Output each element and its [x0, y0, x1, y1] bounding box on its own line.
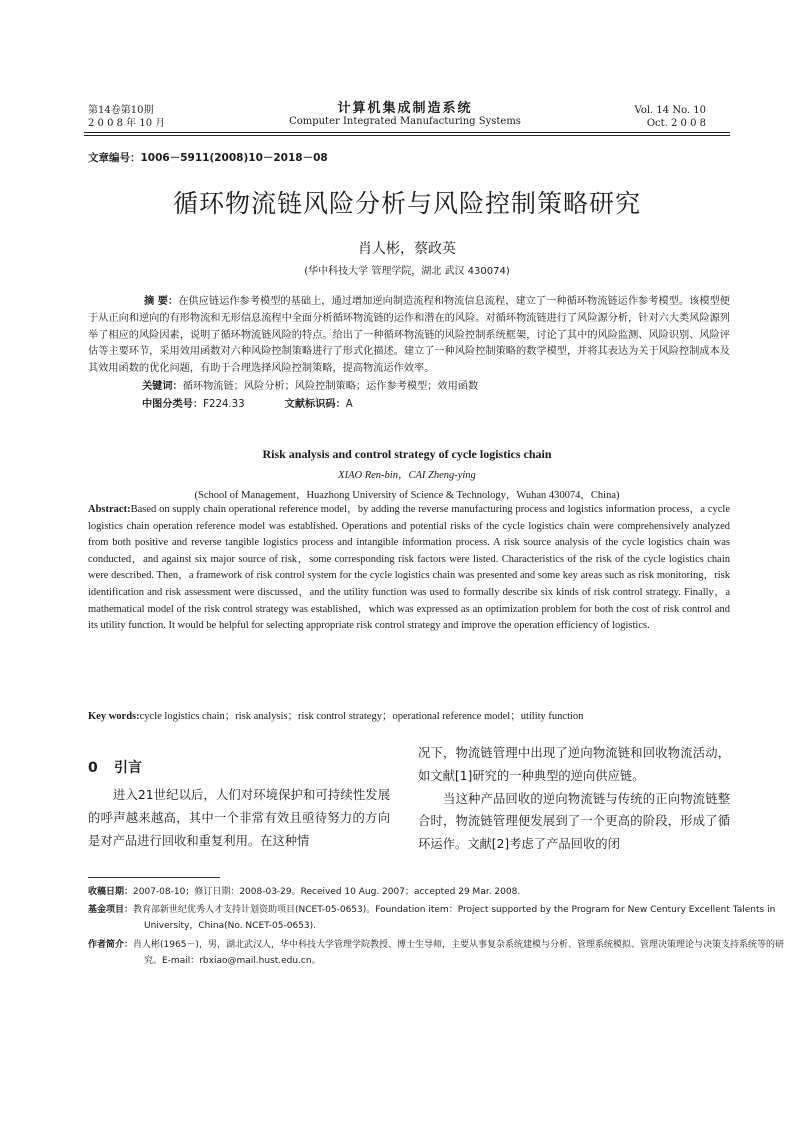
volume-issue-cn: 第14卷第10期 — [88, 105, 154, 116]
affiliation-en: (School of Management，Huazhong University of Science & Technology，Wuhan 430074，China) — [194, 490, 620, 501]
section-heading — [88, 757, 142, 777]
body-column-right — [418, 742, 730, 856]
article-number: 文章编号：1006－5911(2008)10－2018－08 — [88, 152, 328, 164]
paper-title-en: Risk analysis and control strategy of cycle logistics chain — [262, 447, 552, 461]
header-volume-cn — [88, 104, 165, 130]
section-number: 0 — [88, 760, 98, 776]
affiliation-cn: (华中科技大学 管理学院，湖北 武汉 430074) — [304, 266, 510, 277]
doc-code-value: A — [345, 399, 353, 410]
footnote-funding — [88, 902, 786, 934]
footnote-rule — [88, 877, 220, 878]
footnote-author-label: 作者简介： — [88, 940, 134, 950]
header-rule-top — [84, 132, 730, 133]
date-cn: 2 0 0 8 年 10 月 — [88, 118, 166, 129]
abstract-en-text: Based on supply chain operational reference model，by adding the reverse manufacturing process and logistics information process，a cycle logistics chain operation reference model was established. Operations and potential risks of the cycle logistics chain were comprehensively analyzed from both positive and reverse tangible logistics process and intangible information process. A risk source analysis of the cycle logistics chain was conducted，and against six major source of risk，some corresponding risk factors were listed. Characteristics of the risk of the cycle logistics chain were described. Then，a framework of risk control system for the cycle logistics chain was presented and some key areas such as risk monitoring，risk identification and risk assessment were discussed，and the utility function was used to formally describe six kinds of risk control strategy. Finally，a mathematical model of the risk control strategy was established，which was expressed as an optimization problem for both the cost of risk control and its utility function. It would be helpful for selecting appropriate risk control strategy and improve the operation efficiency of logistics. — [88, 504, 730, 632]
footnote-funding-label: 基金项目： — [88, 905, 134, 915]
keywords-cn-label: 关键词： — [142, 381, 183, 392]
keywords-en — [88, 708, 583, 723]
journal-name-cn: 计算机集成制造系统 — [337, 101, 473, 116]
abstract-en — [88, 502, 730, 635]
clc-value: F224.33 — [203, 399, 245, 410]
body-paragraph: 况下，物流链管理中出现了逆向物流链和回收物流活动，如文献[1]研究的一种典型的逆向供应链。 — [418, 746, 730, 783]
clc-label: 中图分类号： — [142, 399, 204, 410]
keywords-cn-text: 循环物流链；风险分析；风险控制策略；运作参考模型；效用函数 — [182, 381, 479, 392]
header-volume-en — [635, 104, 706, 130]
classification — [142, 395, 353, 410]
footnote-funding-text: 教育部新世纪优秀人才支持计划资助项目(NCET-05-0653)。Foundation item：Project supported by the Program for New Century Excellent Talents in University，China(No. NCET-05-0653). — [133, 905, 776, 931]
abstract-en-label: Abstract: — [88, 504, 131, 515]
footnote-author — [88, 937, 786, 969]
journal-name-en: Computer Integrated Manufacturing Systems — [289, 116, 521, 127]
header-rule-bottom — [84, 135, 730, 136]
header-journal — [260, 102, 550, 128]
body-paragraph: 当这种产品回收的逆向物流链与传统的正向物流链整合时，物流链管理便发展到了一个更高的阶段，形成了循环运作。文献[2]考虑了产品回收的闭 — [418, 791, 730, 852]
paper-title-cn: 循环物流链风险分析与风险控制策略研究 — [172, 189, 641, 218]
footnote-dates-label: 收稿日期： — [88, 887, 134, 897]
keywords-cn — [142, 377, 478, 392]
section-title: 引言 — [114, 760, 142, 776]
authors-en: XIAO Ren-bin，CAI Zheng-ying — [338, 470, 476, 481]
keywords-en-text: cycle logistics chain；risk analysis；risk control strategy；operational reference model；utility function — [139, 711, 584, 722]
authors-cn: 肖人彬，蔡政英 — [358, 241, 456, 257]
footnote-dates — [88, 884, 730, 900]
volume-issue-en: Vol. 14 No. 10 — [634, 105, 706, 116]
date-en: Oct. 2 0 0 8 — [646, 118, 706, 129]
body-paragraph: 进入21世纪以后，人们对环境保护和可持续性发展的呼声越来越高，其中一个非常有效且亟待努力的方向是对产品进行回收和重复利用。在这种情 — [88, 788, 390, 848]
footnote-dates-text: 2007-08-10；修订日期：2008-03-29。Received 10 Aug. 2007；accepted 29 Mar. 2008. — [133, 887, 521, 897]
doc-code-label: 文献标识码： — [284, 399, 346, 410]
body-column-left — [88, 784, 390, 852]
abstract-cn-label: 摘 要： — [144, 296, 179, 307]
footnote-author-text: 肖人彬(1965－)，男，湖北武汉人，华中科技大学管理学院教授、博士生导师，主要从事复杂系统建模与分析、管理系统模拟、管理决策理论与决策支持系统等的研究。E-mail：rbxiao@mail.hust.edu.cn。 — [133, 940, 784, 966]
abstract-cn — [88, 294, 730, 378]
keywords-en-label: Key words: — [88, 711, 140, 722]
abstract-cn-text: 在供应链运作参考模型的基础上，通过增加逆向制造流程和物流信息流程，建立了一种循环物流链运作参考模型。该模型便于从正向和逆向的有形物流和无形信息流程中全面分析循环物流链的运作和潜在的风险。对循环物流链进行了风险源分析，针对六大类风险源列举了相应的风险因素，说明了循环物流链风险的特点。给出了一种循环物流链的风险控制系统框架，讨论了其中的风险监测、风险识别、风险评估等主要环节，采用效用函数对六种风险控制策略进行了形式化描述。建立了一种风险控制策略的数学模型，并将其表达为关于风险控制成本及其效用函数的优化问题，有助于合理选择风险控制策略，提高物流运作效率。 — [88, 296, 730, 375]
